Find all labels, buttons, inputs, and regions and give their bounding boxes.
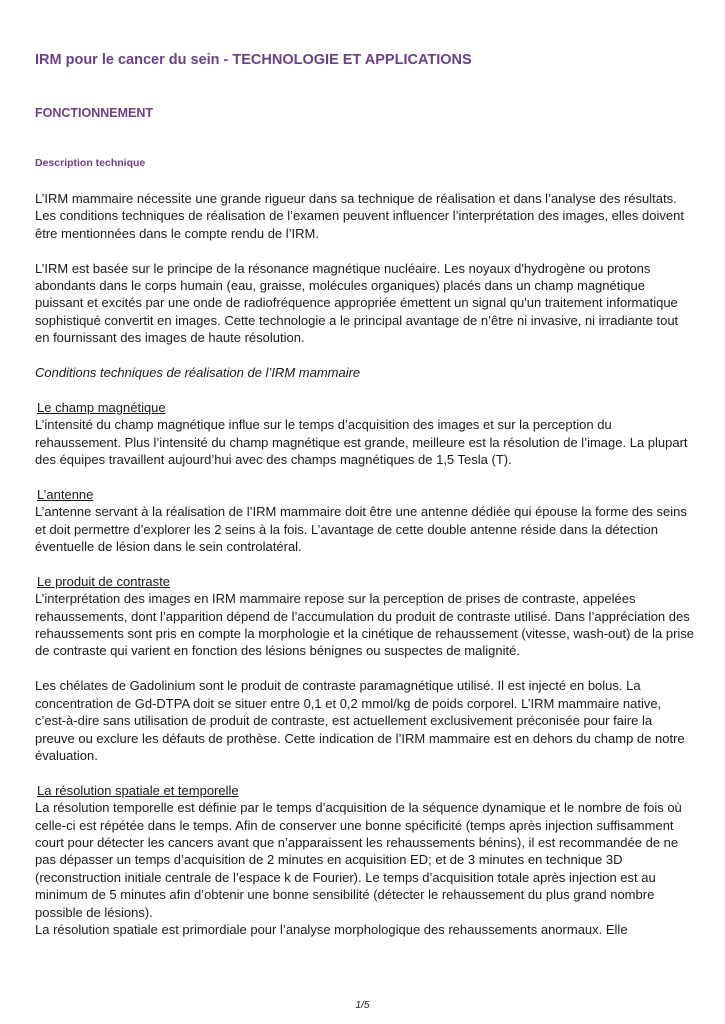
contraste-text-2: Les chélates de Gadolinium sont le produit de contraste paramagnétique utilisé. Il est injecté en bolus. La concentration de Gd-DTPA doit se situer entre 0,1 et 0,2 mmol/kg de poids corporel. L’IRM mammaire native, c’est-à-dire sans utilisation de produit de contraste, est actuellement exclusivement préconisée pour faire la preuve ou exclure les défauts de prothèse. Cette indication de l’IRM mammaire est en dehors du champ de notre évaluation. — [35, 678, 685, 763]
subsection-heading: Description technique — [35, 157, 146, 169]
antenne-text: L’antenne servant à la réalisation de l’IRM mammaire doit être une antenne dédiée qui épouse la forme des seins et doit permettre d’explorer les 2 seins à la fois. L’avantage de cette double antenne réside dans la détection éventuelle de lésion dans le sein controlatéral. — [35, 504, 687, 555]
antenne-heading: L’antenne — [37, 486, 94, 502]
resolution-text-2: La résolution spatiale est primordiale pour l’analyse morphologique des rehaussements anormaux. Elle — [35, 921, 628, 937]
page-title: IRM pour le cancer du sein - TECHNOLOGIE ET APPLICATIONS — [35, 52, 472, 68]
section-heading: FONCTIONNEMENT — [35, 106, 154, 120]
intro-paragraph-1: L’IRM mammaire nécessite une grande rigueur dans sa technique de réalisation et dans l’analyse des résultats. Les conditions techniques de réalisation de l’examen peuvent influencer l’interprétation des images, elles doivent être mentionnées dans le compte rendu de l’IRM. — [35, 191, 684, 241]
document-body — [35, 190, 695, 938]
contraste-heading: Le produit de contraste — [37, 573, 170, 589]
resolution-heading: La résolution spatiale et temporelle — [37, 782, 239, 798]
intro-paragraph-2: L’IRM est basée sur le principe de la résonance magnétique nucléaire. Les noyaux d'hydrogène ou protons abondants dans le corps humain (eau, graisse, molécules organiques) placés dans un champ magnétique puissant et excités par une onde de radiofréquence appropriée émettent un signal qu'un traitement informatique sophistiqué convertit en images. Cette technologie a le principal avantage de n’être ni invasive, ni irradiante tout en fournissant des images de haute résolution. — [35, 260, 679, 346]
conditions-heading: Conditions techniques de réalisation de l’IRM mammaire — [35, 365, 361, 381]
champ-text: L’intensité du champ magnétique influe sur le temps d’acquisition des images et sur la perception du rehaussement. Plus l’intensité du champ magnétique est grande, meilleure est la résolution de l’image. La plupart des équipes travaillent aujourd’hui avec des champs magnétiques de 1,5 Tesla (T). — [35, 417, 688, 468]
champ-heading: Le champ magnétique — [37, 399, 166, 415]
page-number: 1/5 — [355, 1000, 370, 1011]
contraste-text: L’interprétation des images en IRM mammaire repose sur la perception de prises de contraste, appelées rehaussements, dont l’apparition dépend de l’accumulation du produit de contraste utilisé. Dans l’appréciation des rehaussements sont pris en compte la morphologie et la cinétique de rehaussement (vitesse, wash-out) de la prise de contraste qui varient en fonction des lésions bénignes ou suspectes de malignité. — [35, 591, 695, 659]
resolution-text: La résolution temporelle est définie par le temps d’acquisition de la séquence dynamique et le nombre de fois où celle-ci est répétée dans le temps. Afin de conserver une bonne spécificité (temps après injection suffisamment court pour détecter les cancers avant que n’apparaissent les rehaussements bénins), il est recommandée de ne pas dépasser un temps d’acquisition de 2 minutes en acquisition ED; et de 3 minutes en technique 3D (reconstruction initiale centrale de l’espace k de Fourier). Le temps d’acquisition totale après injection est au minimum de 5 minutes afin d’obtenir une bonne sensibilité (détecter le rehaussement du plus grand nombre possible de lésions). — [35, 800, 682, 920]
